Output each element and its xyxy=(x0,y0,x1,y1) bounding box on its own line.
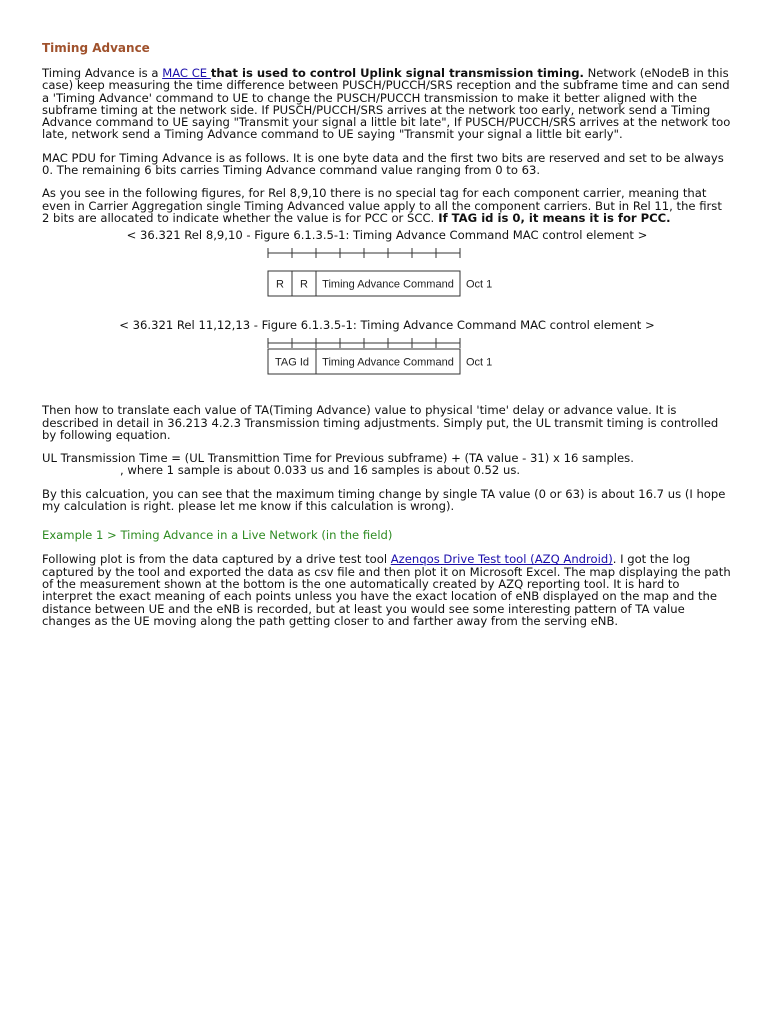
section-title: Timing Advance xyxy=(42,41,150,55)
example-post-link: . I got the log captured by the tool and exported the data as csv file and then plot it on Microsoft Excel. The map displaying the path of the measurement shown at the bottom is the one automatically created by AZQ reporting tool. It is hard to interpret the exact meaning of each points unless you have the exact location of eNB displayed on the map and the distance between UE and the eNB is recorded, but at least you would see some interesting pattern of TA value changes as the UE moving along the path getting closer to and farther away from the serving eNB. xyxy=(42,552,731,628)
translate-paragraph: Then how to translate each value of TA(Timing Advance) value to physical 'time' delay or advance value. It is described in detail in 36.213 4.2.3 Transmission timing adjustments. Simply put, the UL transmit timing is controlled by following equation. xyxy=(42,403,719,442)
carrier-agg-text: As you see in the following figures, for Rel 8,9,10 there is no special tag for each component carrier, meaning that even in Carrier Aggregation single Timing Advanced value apply to all the component carriers. But in Rel 11, the first 2 bits are allocated to indicate whether the value is for PCC or SCC. xyxy=(42,186,722,225)
intro-paragraph xyxy=(42,67,732,141)
figure1-oct-label: Oct 1 xyxy=(466,278,493,291)
calculation-paragraph: By this calcuation, you can see that the maximum timing change by single TA value (0 or 63) is about 16.7 us (I hope my calculation is right. please let me know if this calculation is wrong). xyxy=(42,486,726,514)
figure2-cell-command: Timing Advance Command xyxy=(322,356,454,369)
intro-pre-link: Timing Advance is a xyxy=(42,66,163,80)
figure2 xyxy=(42,332,732,404)
figure1-cell-r1: R xyxy=(276,278,284,291)
article xyxy=(42,41,732,638)
mac-ce-link[interactable]: MAC CE xyxy=(162,66,211,80)
figure2-cell-tag-id: TAG Id xyxy=(274,356,310,369)
carrier-agg-bold: If TAG id is 0, it means it is for PCC. xyxy=(434,210,671,225)
figure1-cell-command: Timing Advance Command xyxy=(322,278,454,291)
azenqos-link[interactable]: Azenqos Drive Test tool (AZQ Android) xyxy=(390,552,613,567)
figure1-cell-r2: R xyxy=(300,278,308,291)
equation-line2: , where 1 sample is about 0.033 us and 16 samples is about 0.52 us. xyxy=(120,463,521,478)
carrier-aggregation-paragraph xyxy=(42,187,732,224)
mac-pdu-paragraph: MAC PDU for Timing Advance is as follows. It is one byte data and the first two bits are reserved and set to be always 0. The remaining 6 bits carries Timing Advance command value ranging from 0 to 63. xyxy=(42,150,724,178)
example-paragraph xyxy=(42,553,732,627)
intro-post-link: that is used to control Uplink signal transmission timing. xyxy=(210,66,584,80)
figure1 xyxy=(42,242,732,306)
figure2-diagram xyxy=(42,332,732,404)
equation-line1: UL Transmission Time = (UL Transmittion Time for Previous subframe) + (TA value - 31) x 16 samples. xyxy=(42,451,634,466)
equation-paragraph xyxy=(42,452,732,477)
intro-rest: Network (eNodeB in this case) keep measuring the time difference between PUSCH/PUCCH/SRS reception and the subframe time and can send a 'Timing Advance' command to UE to change the PUSCH/PUCCH transmission to make it better aligned with the subframe timing at the network side. If PUSCH/PUCCH/SRS arrives at the network too early, network send a Timing Advance command to UE saying "Transmit your signal a little bit late", If PUSCH/PUCCH/SRS arrives at the network too late, network send a Timing Advance command to UE saying "Transmit your signal a little bit early". xyxy=(42,66,731,142)
figure1-diagram xyxy=(42,242,732,306)
figure2-oct-label: Oct 1 xyxy=(466,356,493,369)
example-pre-link: Following plot is from the data captured by a drive test tool xyxy=(42,552,391,567)
example-title: Example 1 > Timing Advance in a Live Network (in the field) xyxy=(42,528,393,543)
figure2-caption: < 36.321 Rel 11,12,13 - Figure 6.1.3.5-1: Timing Advance Command MAC control element > xyxy=(119,318,655,333)
figure1-caption: < 36.321 Rel 8,9,10 - Figure 6.1.3.5-1: Timing Advance Command MAC control element > xyxy=(126,228,648,243)
